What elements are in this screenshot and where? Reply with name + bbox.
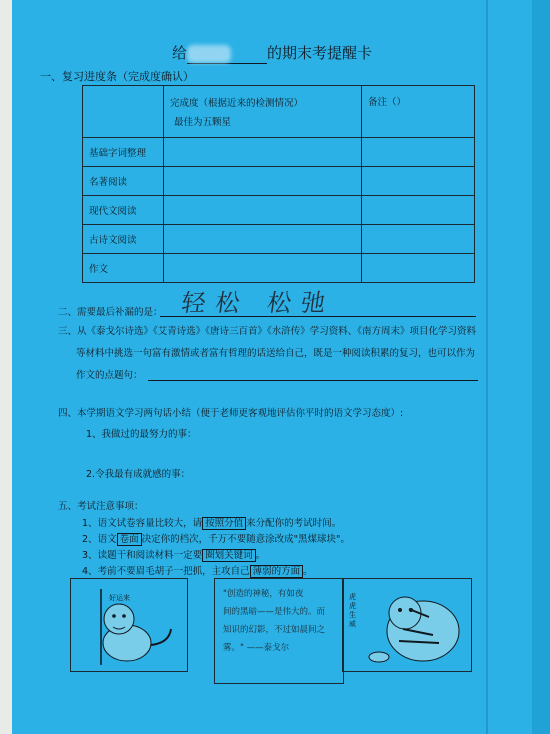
section4-heading: 四、本学期语文学习两句话小结（便于老师更客观地评估你平时的语文学习态度）: [58, 408, 404, 419]
name-blank [187, 44, 267, 64]
answer-line [148, 380, 478, 381]
tip-item: 4、考前不要眉毛胡子一把抓，主攻自己 薄弱的方面 。 [82, 566, 313, 577]
tip-item: 1、语文试卷容量比较大，请 按照分值 来分配你的考试时间。 [82, 518, 342, 529]
section3-line3: 作文的点题句： [76, 370, 143, 381]
section3-line2: 等材料中挑选一句富有激情或者富有哲理的话送给自己，既是一种阅读积累的复习，也可以作为 [76, 348, 476, 359]
table-row: 名著阅读 [83, 167, 475, 196]
section2-label: 二、需要最后补漏的是： [58, 307, 163, 318]
section3-line1: 三、从《泰戈尔诗选》《艾青诗选》《唐诗三百首》《水浒传》学习资料、《南方周末》项目化学习资料 [58, 326, 477, 337]
tiger-illustration-icon [343, 579, 471, 671]
section1-heading: 一、复习进度条（完成度确认） [40, 70, 194, 83]
table-row: 作文 [83, 254, 475, 283]
tiger-picture-right: 虎虎生威 [342, 578, 472, 672]
table-row: 基础字词整理 [83, 138, 475, 167]
progress-table [82, 85, 475, 283]
paper-fold [486, 0, 488, 734]
section4-item2: 2.令我最有成就感的事： [86, 469, 191, 480]
redacted-name [187, 45, 231, 63]
tip-item: 2、语文 卷面 决定你的档次，千万不要随意涂改成"黑煤球块"。 [82, 534, 350, 545]
section5-heading: 五、考试注意事项： [58, 501, 144, 512]
tiger-picture-left: 好运来 [70, 578, 188, 672]
page-title: 给 的期末考提醒卡 [171, 44, 373, 62]
tip-item: 3、读题干和阅读材料一定要 圈划关键词 。 [82, 550, 266, 561]
table-header-row: 完成度（根据近来的检测情况） 最佳为五颗星 备注（） [83, 86, 475, 138]
worksheet-paper [12, 0, 532, 734]
table-row: 现代文阅读 [83, 196, 475, 225]
section4-item1: 1、我做过的最努力的事： [86, 429, 197, 440]
table-row: 古诗文阅读 [83, 225, 475, 254]
quote-card: "创造的神秘，有如夜 间的黑暗——是伟大的。而 知识的幻影，不过如晨间之 雾。" ——泰戈尔 [214, 578, 344, 684]
handwritten-answer: 轻松 松弛 [179, 289, 338, 317]
